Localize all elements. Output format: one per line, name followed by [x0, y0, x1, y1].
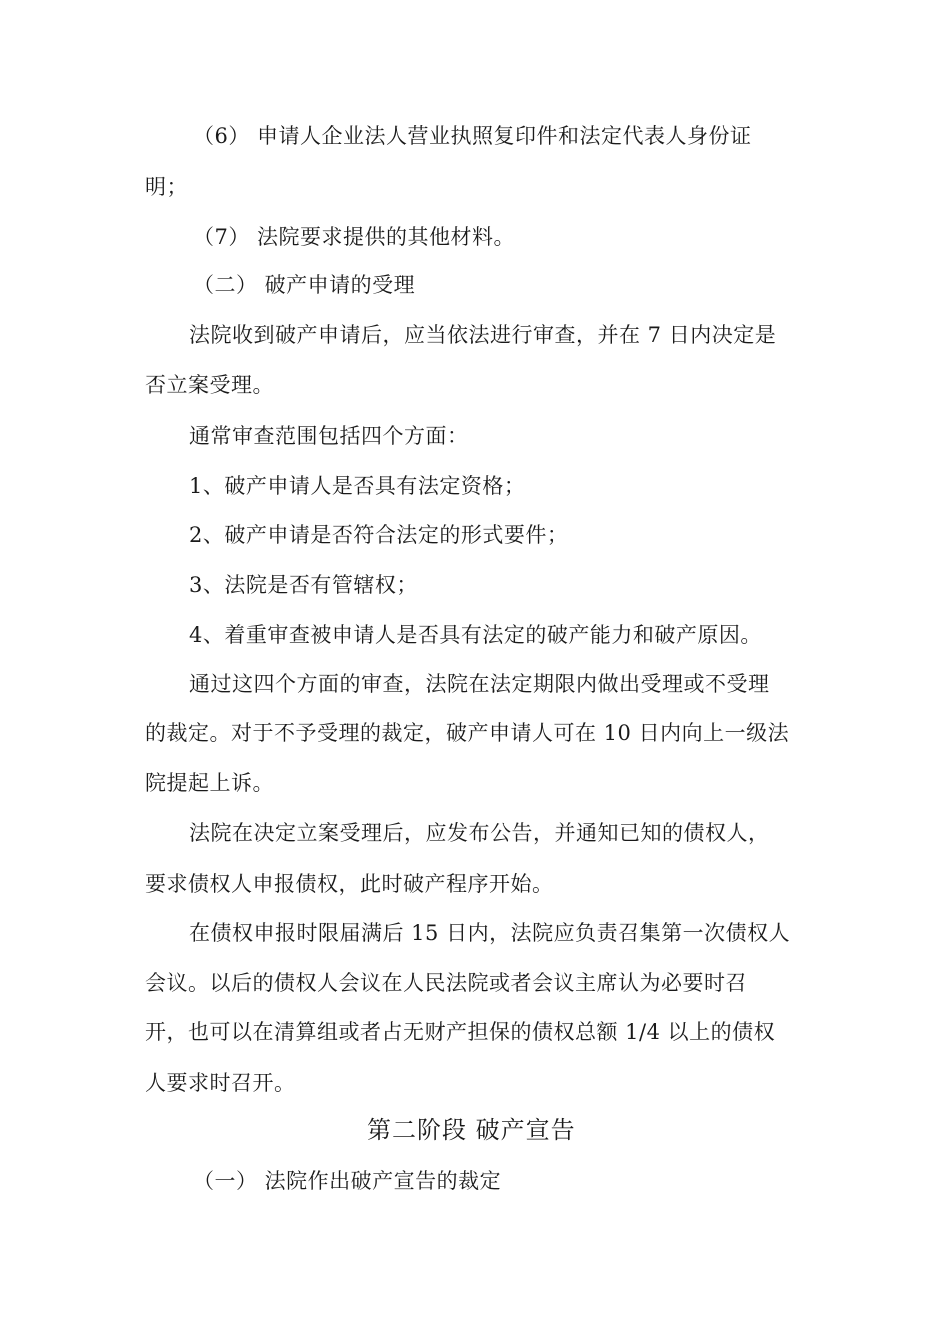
paragraph-line: 明；: [145, 175, 188, 199]
list-item: 2、破产申请是否符合法定的形式要件；: [189, 523, 569, 547]
paragraph-line: 要求债权人申报债权，此时破产程序开始。: [145, 872, 554, 896]
paragraph-line: 通过这四个方面的审查，法院在法定期限内做出受理或不受理: [189, 672, 770, 696]
list-item: 4、着重审查被申请人是否具有法定的破产能力和破产原因。: [189, 623, 762, 647]
list-item: 1、破产申请人是否具有法定资格；: [189, 474, 526, 498]
sub-heading: （一） 法院作出破产宣告的裁定: [193, 1169, 502, 1193]
paragraph-line: 院提起上诉。: [145, 771, 274, 795]
paragraph-line: 会议。以后的债权人会议在人民法院或者会议主席认为必要时召: [145, 971, 747, 995]
paragraph-line: 通常审查范围包括四个方面：: [189, 424, 469, 448]
section-heading: 第二阶段 破产宣告: [367, 1116, 576, 1144]
paragraph-line: 人要求时召开。: [145, 1071, 296, 1095]
paragraph-line: （7） 法院要求提供的其他材料。: [193, 225, 516, 249]
paragraph-line: 开，也可以在清算组或者占无财产担保的债权总额 1/4 以上的债权: [145, 1020, 776, 1044]
paragraph-line: 的裁定。对于不予受理的裁定，破产申请人可在 10 日内向上一级法: [145, 721, 790, 745]
paragraph-line: （6） 申请人企业法人营业执照复印件和法定代表人身份证: [193, 124, 752, 148]
paragraph-line: 法院在决定立案受理后，应发布公告，并通知已知的债权人，: [189, 821, 770, 845]
paragraph-line: 否立案受理。: [145, 373, 274, 397]
paragraph-line: 在债权申报时限届满后 15 日内，法院应负责召集第一次债权人: [189, 921, 791, 945]
paragraph-line: （二） 破产申请的受理: [193, 273, 416, 297]
paragraph-line: 法院收到破产申请后，应当依法进行审查，并在 7 日内决定是: [189, 323, 777, 347]
list-item: 3、法院是否有管辖权；: [189, 573, 418, 597]
